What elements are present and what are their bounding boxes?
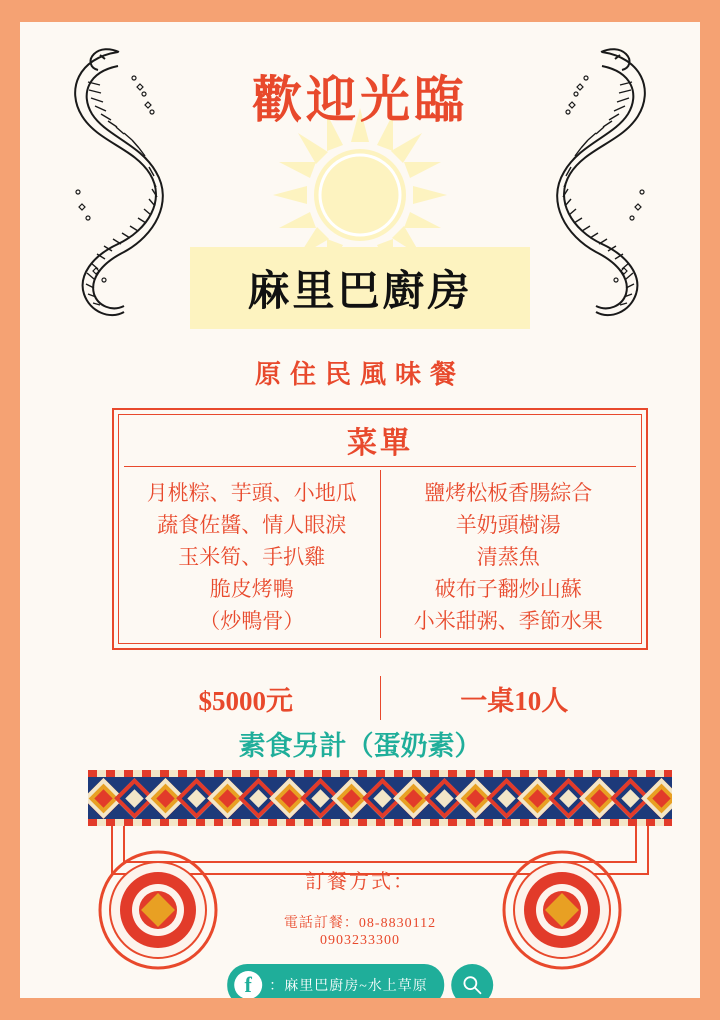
menu-item: 清蒸魚: [476, 544, 540, 569]
menu-item: 玉米筍、手扒雞: [178, 544, 326, 569]
order-phone-line: 電話訂餐：08-8830112: [283, 916, 437, 931]
facebook-link[interactable]: [227, 964, 444, 998]
menu-item: 月桃粽、芋頭、小地瓜: [146, 481, 357, 505]
welcome-text: 歡迎光臨: [252, 72, 468, 128]
facebook-icon: f: [234, 971, 262, 998]
band-diamond-row: [88, 777, 672, 819]
vegetarian-note: 素食另計（蛋奶素）: [238, 731, 482, 761]
price-row: [112, 672, 648, 724]
band-top-stripe: [88, 770, 672, 777]
social-bar: [227, 964, 493, 998]
search-icon: [461, 974, 483, 996]
search-button[interactable]: [451, 964, 493, 998]
snake-illustration-left: [48, 32, 188, 332]
menu-column-right: [381, 470, 637, 638]
restaurant-subtitle: 原住民風味餐: [254, 360, 466, 389]
menu-box: [112, 408, 648, 650]
menu-divider: [124, 466, 636, 467]
order-method-title: 訂餐方式：: [305, 871, 415, 893]
poster-inner: [20, 22, 700, 998]
menu-item: 小米甜粥、季節水果: [413, 608, 603, 633]
restaurant-title-plate: [190, 247, 530, 329]
menu-heading: 菜單: [347, 427, 413, 460]
menu-item: 破布子翻炒山蘇: [434, 576, 582, 601]
order-mobile-line: 0903233300: [320, 933, 400, 948]
snake-illustration-right: [532, 32, 672, 332]
menu-columns: [124, 470, 636, 638]
price-amount: $5000元: [198, 685, 293, 716]
restaurant-title: 麻里巴廚房: [247, 269, 473, 315]
menu-item: 蔬食佐醬、情人眼淚: [157, 512, 347, 537]
menu-item: （炒鴨骨）: [199, 608, 305, 633]
table-capacity: 一桌10人: [460, 685, 569, 716]
menu-item: 脆皮烤鴨: [209, 576, 294, 601]
menu-item: 鹽烤松板香腸綜合: [424, 481, 593, 505]
tribal-pattern-band: [88, 770, 672, 826]
menu-item: 羊奶頭樹湯: [455, 512, 561, 537]
menu-column-left: [124, 470, 381, 638]
facebook-page-name: ：麻里巴廚房~水上草原: [269, 979, 428, 994]
